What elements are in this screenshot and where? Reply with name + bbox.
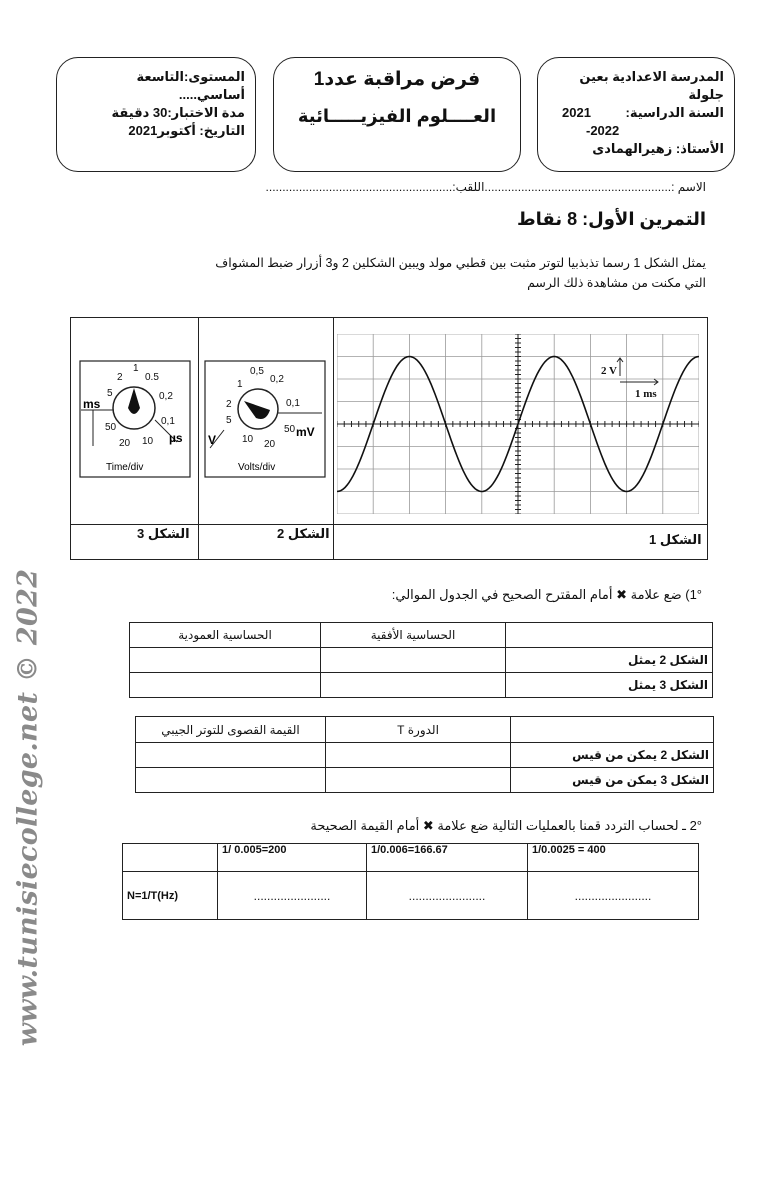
freq-corner: [123, 844, 218, 872]
intro-line1: يمثل الشكل 1 رسما تذبذبيا لتوتر مثبت بين قطبي مولد ويبين الشكلين 2 و3 أزرار ضبط المشواف: [215, 256, 706, 270]
time-tick-5: 10: [142, 436, 154, 447]
t1-cell-fig2-horizontal[interactable]: [321, 648, 506, 673]
blank-1[interactable]: .......................: [218, 872, 367, 920]
intro-line2: التي مكنت من مشاهدة ذلك الرسم: [527, 276, 706, 290]
level-line1: المستوى:التاسعة: [136, 69, 245, 84]
t2-cell-fig2-max[interactable]: [136, 743, 326, 768]
level-line2: أساسي.....: [178, 87, 245, 102]
t1-corner: [506, 623, 713, 648]
volts-unit-v: V: [208, 433, 217, 447]
year-label: السنة الدراسية:: [625, 105, 724, 120]
surname-field[interactable]: ........................................................: [265, 180, 453, 194]
time-tick-7: 50: [105, 422, 117, 433]
fig3-caption: الشكل 3: [137, 526, 190, 541]
op-2: 1/0.006=166.67: [367, 844, 528, 872]
volts-tick-6: 10: [242, 434, 254, 445]
volts-tick-3: 0,1: [286, 398, 300, 409]
volts-tick-4: 50: [284, 424, 296, 435]
scope-v-label: 2 V: [601, 365, 617, 377]
t1-header-horizontal: الحساسية الأفقية: [321, 623, 506, 648]
watermark: www.tunisiecollege.net © 2022: [12, 568, 44, 1047]
school-line2: جلولة: [688, 87, 724, 102]
t2-row-fig2: الشكل 2 يمكن من قيس: [511, 743, 714, 768]
volts-tick-7: 5: [226, 415, 232, 426]
time-tick-3: 0,2: [159, 391, 173, 402]
op-1: 1/ 0.005=200: [218, 844, 367, 872]
t1-cell-fig2-vertical[interactable]: [130, 648, 321, 673]
time-unit-us: µs: [169, 431, 183, 445]
t2-corner: [511, 717, 714, 743]
time-dial: [79, 360, 191, 478]
t1-row-fig3: الشكل 3 يمثل: [506, 673, 713, 698]
fig1-caption: الشكل 1: [649, 532, 702, 547]
scope-t-label: 1 ms: [635, 388, 657, 400]
time-tick-4: 0,1: [161, 416, 175, 427]
table-measure: [135, 716, 714, 793]
volts-tick-9: 1: [237, 379, 243, 390]
table-frequency: [122, 843, 699, 920]
exam-title: فرض مراقبة عدد1: [313, 69, 481, 90]
time-tick-1: 1: [133, 363, 139, 374]
q1-instruction: 1°) ضع علامة ✖ أمام المقترح الصحيح في الجدول الموالي:: [391, 587, 702, 602]
exam-date: التاريخ: أكتوبر2021: [128, 123, 245, 138]
year-end: -2022: [586, 123, 620, 138]
oscilloscope-screen: [337, 334, 699, 514]
t1-cell-fig3-horizontal[interactable]: [321, 673, 506, 698]
table-sensitivity: [129, 622, 713, 698]
volts-tick-1: 0,5: [250, 366, 264, 377]
year-start: 2021: [562, 105, 591, 120]
time-tick-6: 20: [119, 438, 131, 449]
volts-tick-5: 20: [264, 439, 276, 450]
teacher: الأستاذ: زهيرالهمادى: [592, 141, 724, 156]
time-unit-ms: ms: [83, 397, 101, 411]
surname-label: اللقب:: [452, 180, 485, 194]
t1-row-fig2: الشكل 2 يمثل: [506, 648, 713, 673]
t2-cell-fig3-period[interactable]: [326, 768, 511, 793]
op-3: 1/0.0025 = 400: [528, 844, 699, 872]
exercise1-title: التمرين الأول: 8 نقاط: [516, 209, 706, 229]
t2-header-max-voltage: القيمة القصوى للتوتر الجيبي: [136, 717, 326, 743]
volts-tick-2: 0,2: [270, 374, 284, 385]
t1-cell-fig3-vertical[interactable]: [130, 673, 321, 698]
time-tick-9: 2: [117, 372, 123, 383]
q2-instruction: 2° ـ لحساب التردد قمنا بالعمليات التالية ضع علامة ✖ أمام القيمة الصحيحة: [310, 818, 702, 833]
blank-3[interactable]: .......................: [528, 872, 699, 920]
t1-header-vertical: الحساسية العمودية: [130, 623, 321, 648]
duration: مدة الاختبار:30 دقيقة: [111, 105, 245, 120]
time-tick-2: 0.5: [145, 372, 159, 383]
name-field[interactable]: ........................................................: [484, 180, 672, 194]
t2-cell-fig2-period[interactable]: [326, 743, 511, 768]
t2-row-fig3: الشكل 3 يمكن من قيس: [511, 768, 714, 793]
volts-dial: [204, 360, 326, 478]
t2-cell-fig3-max[interactable]: [136, 768, 326, 793]
time-caption: Time/div: [106, 462, 144, 473]
figures-box: [70, 317, 708, 560]
freq-row-label: N=1/T(Hz): [123, 872, 218, 920]
level-box: [56, 57, 256, 172]
fig2-caption: الشكل 2: [277, 526, 330, 541]
volts-caption: Volts/div: [238, 462, 276, 473]
blank-2[interactable]: .......................: [367, 872, 528, 920]
name-label: الاسم :: [671, 180, 706, 194]
exam-title-box: [273, 57, 521, 172]
exam-subject: العــــلوم الفيزيـــــائية: [297, 106, 497, 126]
school-line1: المدرسة الاعدادية بعين: [579, 69, 724, 84]
volts-unit-mv: mV: [296, 425, 315, 439]
volts-tick-8: 2: [226, 399, 232, 410]
time-tick-8: 5: [107, 388, 113, 399]
t2-header-period: الدورة T: [326, 717, 511, 743]
school-box: [537, 57, 735, 172]
